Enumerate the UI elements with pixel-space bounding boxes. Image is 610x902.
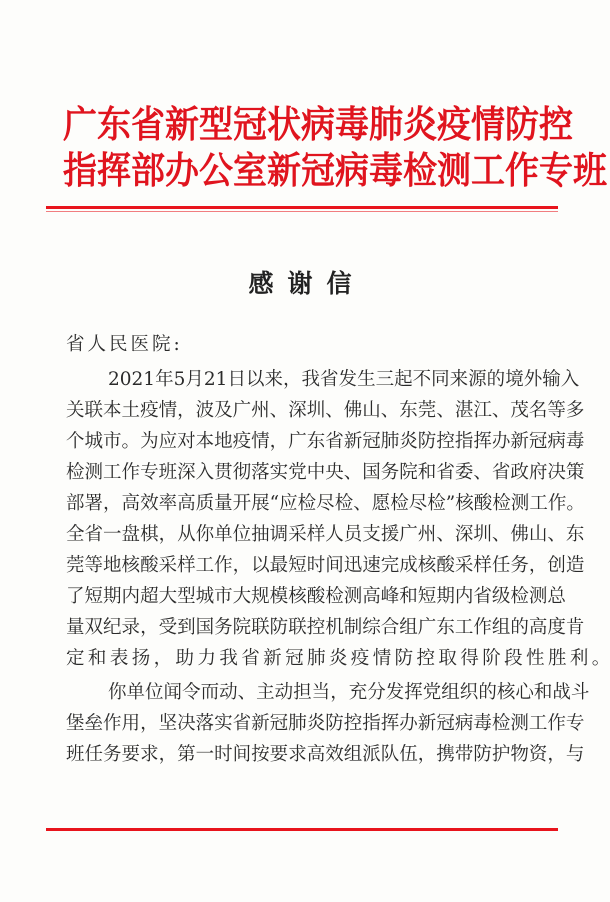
body-line: 班 任 务 要 求 ， 第 一 时 间 按 要 求 高 效 组 派 队 伍 ， 携 带 防 护 物 资 ， 与 [66, 744, 585, 765]
body-line: 了 短 期 内 超 大 型 城 市 大 规 模 核 酸 检 测 高 峰 和 短 期 内 省 级 检 测 总 [66, 586, 566, 607]
body-line: 莞 等 地 核 酸 采 样 工 作 ， 以 最 短 时 间 迅 速 完 成 核 酸 采 样 任 务 ， 创 造 [66, 555, 585, 576]
header-line-2: 指 挥 部 办 公 室 新 冠 病 毒 检 测 工 作 专 班 [63, 149, 607, 193]
body-line: 你 单 位 闻 令 而 动 、 主 动 担 当 ， 充 分 发 挥 党 组 织 的 核 心 和 战 斗 [108, 682, 590, 703]
header-divider [46, 206, 558, 209]
body-line: 部 署 ， 高 效 率 高 质 量 开 展 “ 应 检 尽 检 、 愿 检 尽 检 ” 核 酸 检 测 工 作 。 [66, 493, 585, 514]
footer-divider [46, 828, 558, 831]
body-line: 定 和 表 扬 ， 助 力 我 省 新 冠 肺 炎 疫 情 防 控 取 得 阶 段 性 胜 利 。 [66, 648, 610, 669]
header-divider-thin [46, 211, 558, 212]
body-line: 关 联 本 土 疫 情 ， 波 及 广 州 、 深 圳 、 佛 山 、 东 莞 、 湛 江 、 茂 名 等 多 [66, 400, 585, 421]
body-line: 检 测 工 作 专 班 深 入 贯 彻 落 实 党 中 央 、 国 务 院 和 省 委 、 省 政 府 决 策 [66, 462, 585, 483]
body-line: 2021 年 5 月 21 日 以 来 ， 我 省 发 生 三 起 不 同 来 源 的 境 外 输 入 [108, 369, 580, 390]
header-line-1: 广 东 省 新 型 冠 状 病 毒 肺 炎 疫 情 防 控 [63, 103, 573, 147]
letter-title: 感谢信 [248, 269, 366, 298]
body-line: 堡 垒 作 用 ， 坚 决 落 实 省 新 冠 肺 炎 防 控 指 挥 办 新 冠 病 毒 检 测 工 作 专 [66, 713, 585, 734]
body-line: 全 省 一 盘 棋 ， 从 你 单 位 抽 调 采 样 人 员 支 援 广 州 、 深 圳 、 佛 山 、 东 [66, 524, 585, 545]
body-line: 个 城 市 。 为 应 对 本 地 疫 情 ， 广 东 省 新 冠 肺 炎 防 控 指 挥 办 新 冠 病 毒 [66, 431, 585, 452]
salutation: 省人民医院: [66, 334, 183, 355]
body-line: 量 双 纪 录 ， 受 到 国 务 院 联 防 联 控 机 制 综 合 组 广 东 工 作 组 的 高 度 肯 [66, 617, 585, 638]
